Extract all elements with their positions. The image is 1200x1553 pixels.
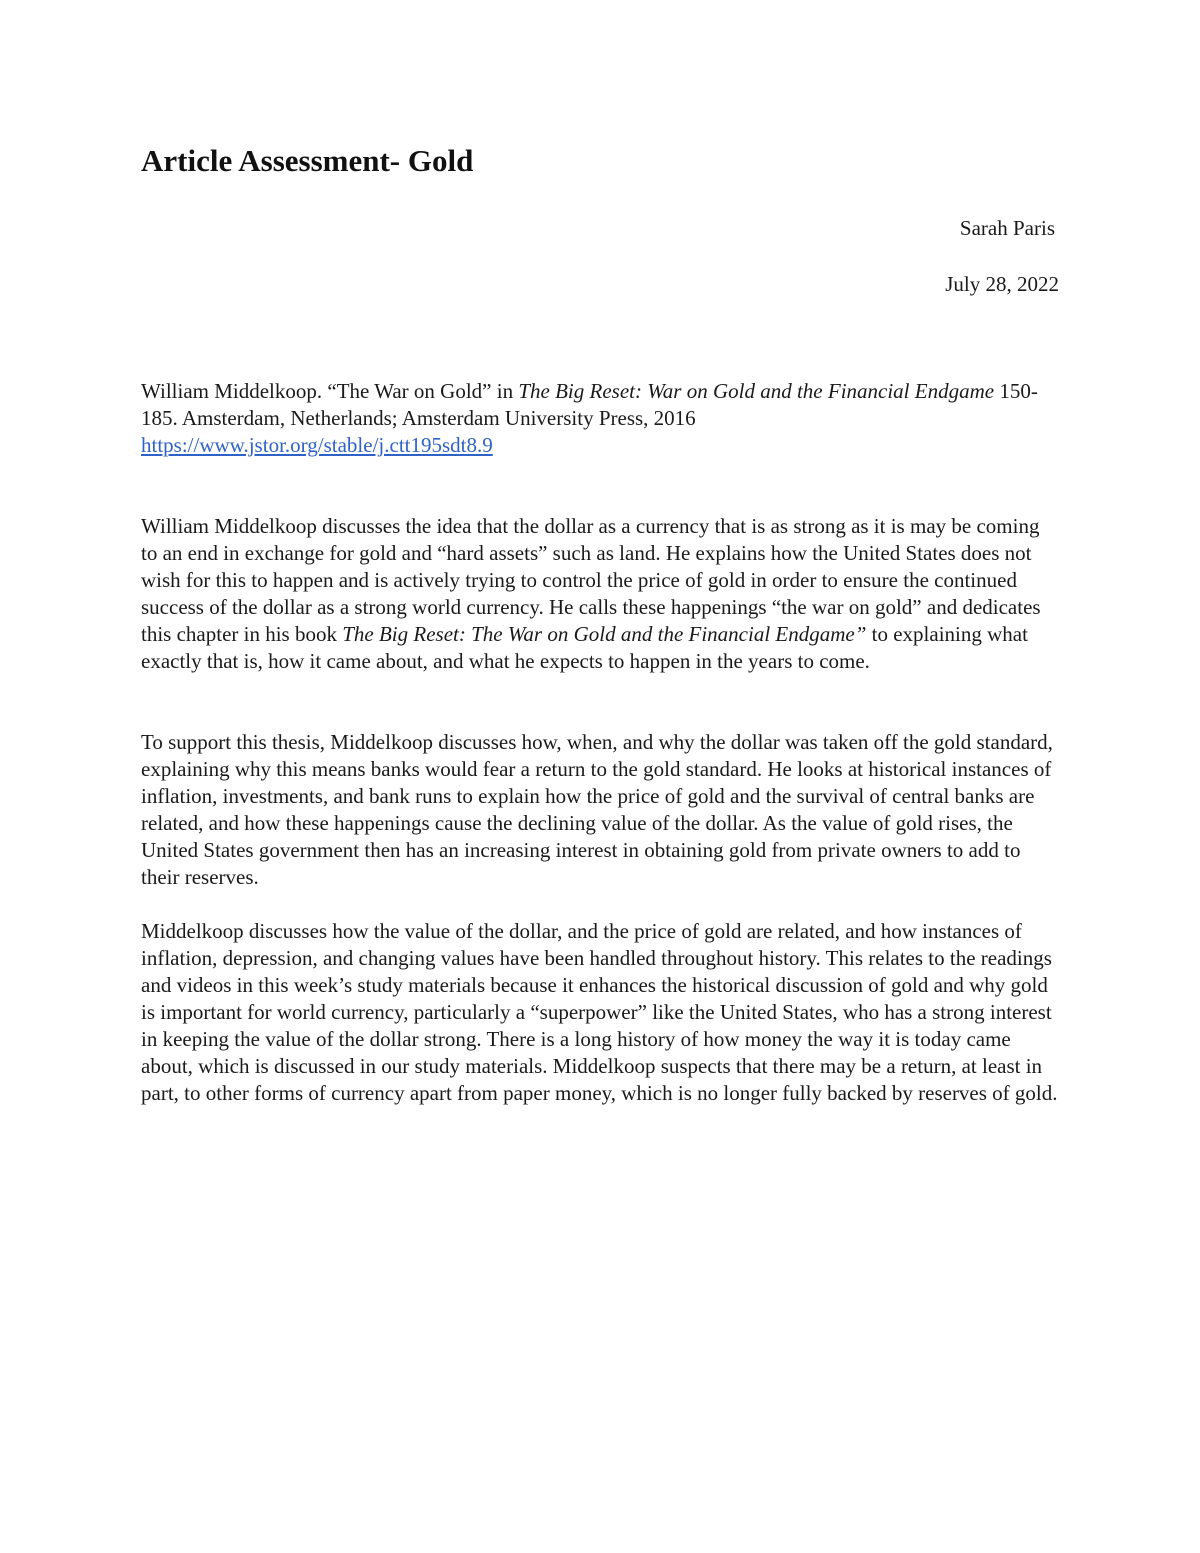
- paragraph-1-book-title: The Big Reset: The War on Gold and the Financial Endgame”: [342, 622, 867, 646]
- document-date: July 28, 2022: [945, 272, 1059, 296]
- paragraph-1: [141, 513, 1061, 675]
- author-name: Sarah Paris: [959, 216, 1055, 240]
- paragraph-2: To support this thesis, Middelkoop discusses how, when, and why the dollar was taken off the gold standard, explaining why this means banks would fear a return to the gold standard. He looks at historical instances of inflation, investments, and bank runs to explain how the price of gold and the survival of central banks are related, and how these happenings cause the declining value of the dollar. As the value of gold rises, the United States government then has an increasing interest in obtaining gold from private owners to add to their reserves.: [141, 730, 1053, 889]
- citation-book-title: The Big Reset: War on Gold and the Financial Endgame: [518, 379, 995, 403]
- citation-link[interactable]: https://www.jstor.org/stable/j.ctt195sdt8.9: [141, 433, 493, 457]
- citation: [141, 378, 1061, 459]
- citation-publisher: 150-185. Amsterdam, Netherlands; Amsterdam University Press, 2016: [141, 379, 1038, 430]
- paragraph-1-text-end: to explaining what exactly that is, how it came about, and what he expects to happen in the years to come.: [141, 622, 1028, 673]
- paragraph-1-text: William Middelkoop discusses the idea that the dollar as a currency that is as strong as it is may be coming to an end in exchange for gold and “hard assets” such as land. He explains how the United States does not wish for this to happen and is actively trying to control the price of gold in order to ensure the continued success of the dollar as a strong world currency. He calls these happenings “the war on gold” and dedicates this chapter in his book: [141, 514, 1041, 646]
- document-title: Article Assessment- Gold: [141, 143, 474, 178]
- paragraph-3: Middelkoop discusses how the value of the dollar, and the price of gold are related, and how instances of inflation, depression, and changing values have been handled throughout history. This relates to the readings and videos in this week’s study materials because it enhances the historical discussion of gold and why gold is important for world currency, particularly a “superpower” like the United States, who has a strong interest in keeping the value of the dollar strong. There is a long history of how money the way it is today came about, which is discussed in our study materials. Middelkoop suspects that there may be a return, at least in part, to other forms of currency apart from paper money, which is no longer fully backed by reserves of gold.: [141, 919, 1058, 1105]
- citation-text: William Middelkoop. “The War on Gold” in: [141, 379, 519, 403]
